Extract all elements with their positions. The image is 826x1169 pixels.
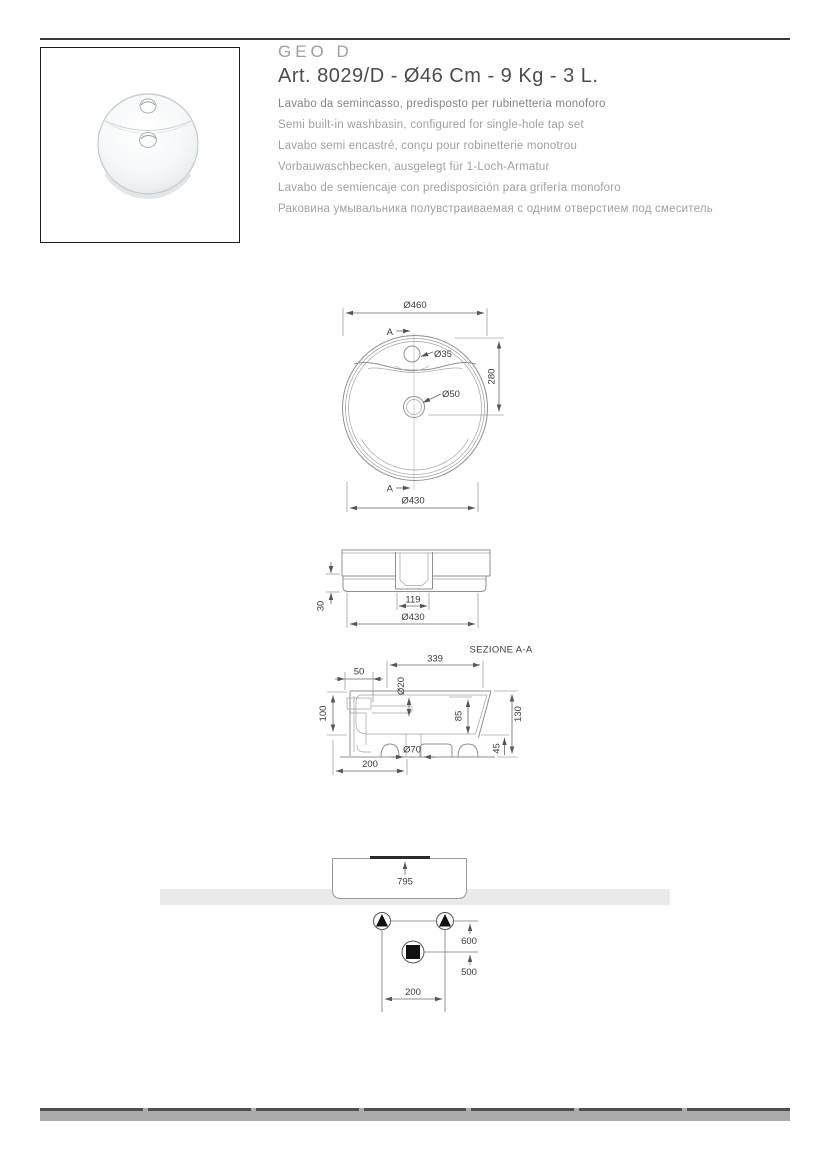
dim-tap-hole: Ø35 [434, 349, 452, 360]
footer-segment [364, 1108, 467, 1111]
product-title: Art. 8029/D - Ø46 Cm - 9 Kg - 3 L. [278, 65, 599, 87]
footer-segment [579, 1108, 682, 1111]
section-marker-bottom: A [386, 483, 393, 495]
dim-drain-height: 500 [461, 967, 477, 978]
dim-outer-diameter: Ø460 [403, 300, 427, 311]
top-view-drawing [343, 300, 505, 512]
footer-segment [471, 1108, 574, 1111]
dim-overflow-dia: Ø20 [396, 677, 407, 695]
description-es: Lavabo de semiencaje con predisposición para grifería monoforo [278, 182, 621, 194]
dim-rim-edge: 50 [353, 666, 365, 678]
section-label: SEZIONE A-A [469, 644, 533, 656]
dim-fixing-spacing: 200 [405, 987, 421, 998]
description-ru: Раковина умывальника полувстраиваемая с одним отверстием под смеситель [278, 203, 713, 215]
dim-rim-height: 30 [315, 600, 327, 612]
footer-segment [40, 1108, 143, 1111]
section-marker-top: A [386, 327, 393, 338]
dim-back-height: 100 [318, 705, 329, 722]
footer-bar [40, 1108, 790, 1121]
dim-rim-height-floor: 795 [397, 876, 413, 888]
series-name: GEO D [278, 42, 353, 61]
dim-bowl-depth: 85 [453, 710, 465, 722]
front-view-drawing [316, 550, 491, 628]
description-fr: Lavabo semi encastré, conçu pour robinetterie monotrou [278, 140, 578, 152]
rim-level-bar [370, 856, 430, 859]
footer-segment [148, 1108, 251, 1111]
dim-tap-to-drain: 280 [486, 368, 498, 385]
section-view-drawing [318, 645, 533, 776]
description-de: Vorbauwaschbecken, ausgelegt für 1-Loch-Armatur [278, 161, 550, 173]
dim-drain-hole: Ø70 [403, 744, 421, 756]
dim-total-height: 130 [513, 706, 524, 722]
dim-overflow-recess: 119 [405, 594, 421, 606]
footer-segment [687, 1108, 790, 1111]
tap-hole-outline [404, 346, 420, 362]
dim-front-diameter: Ø430 [401, 612, 425, 623]
dim-trap-height: 45 [491, 743, 503, 754]
installation-drawing [160, 856, 670, 1012]
dim-base-diameter: Ø430 [401, 495, 425, 507]
dim-drain-offset: 200 [362, 759, 378, 770]
dim-inner-depth: 339 [427, 653, 443, 665]
description-en: Semi built-in washbasin, configured for single-hole tap set [278, 119, 584, 131]
dim-fixing-height: 600 [461, 936, 477, 947]
dim-drain: Ø50 [442, 389, 460, 400]
footer-segment [256, 1108, 359, 1111]
description-it: Lavabo da semincasso, predisposto per rubinetteria monoforo [278, 98, 606, 110]
